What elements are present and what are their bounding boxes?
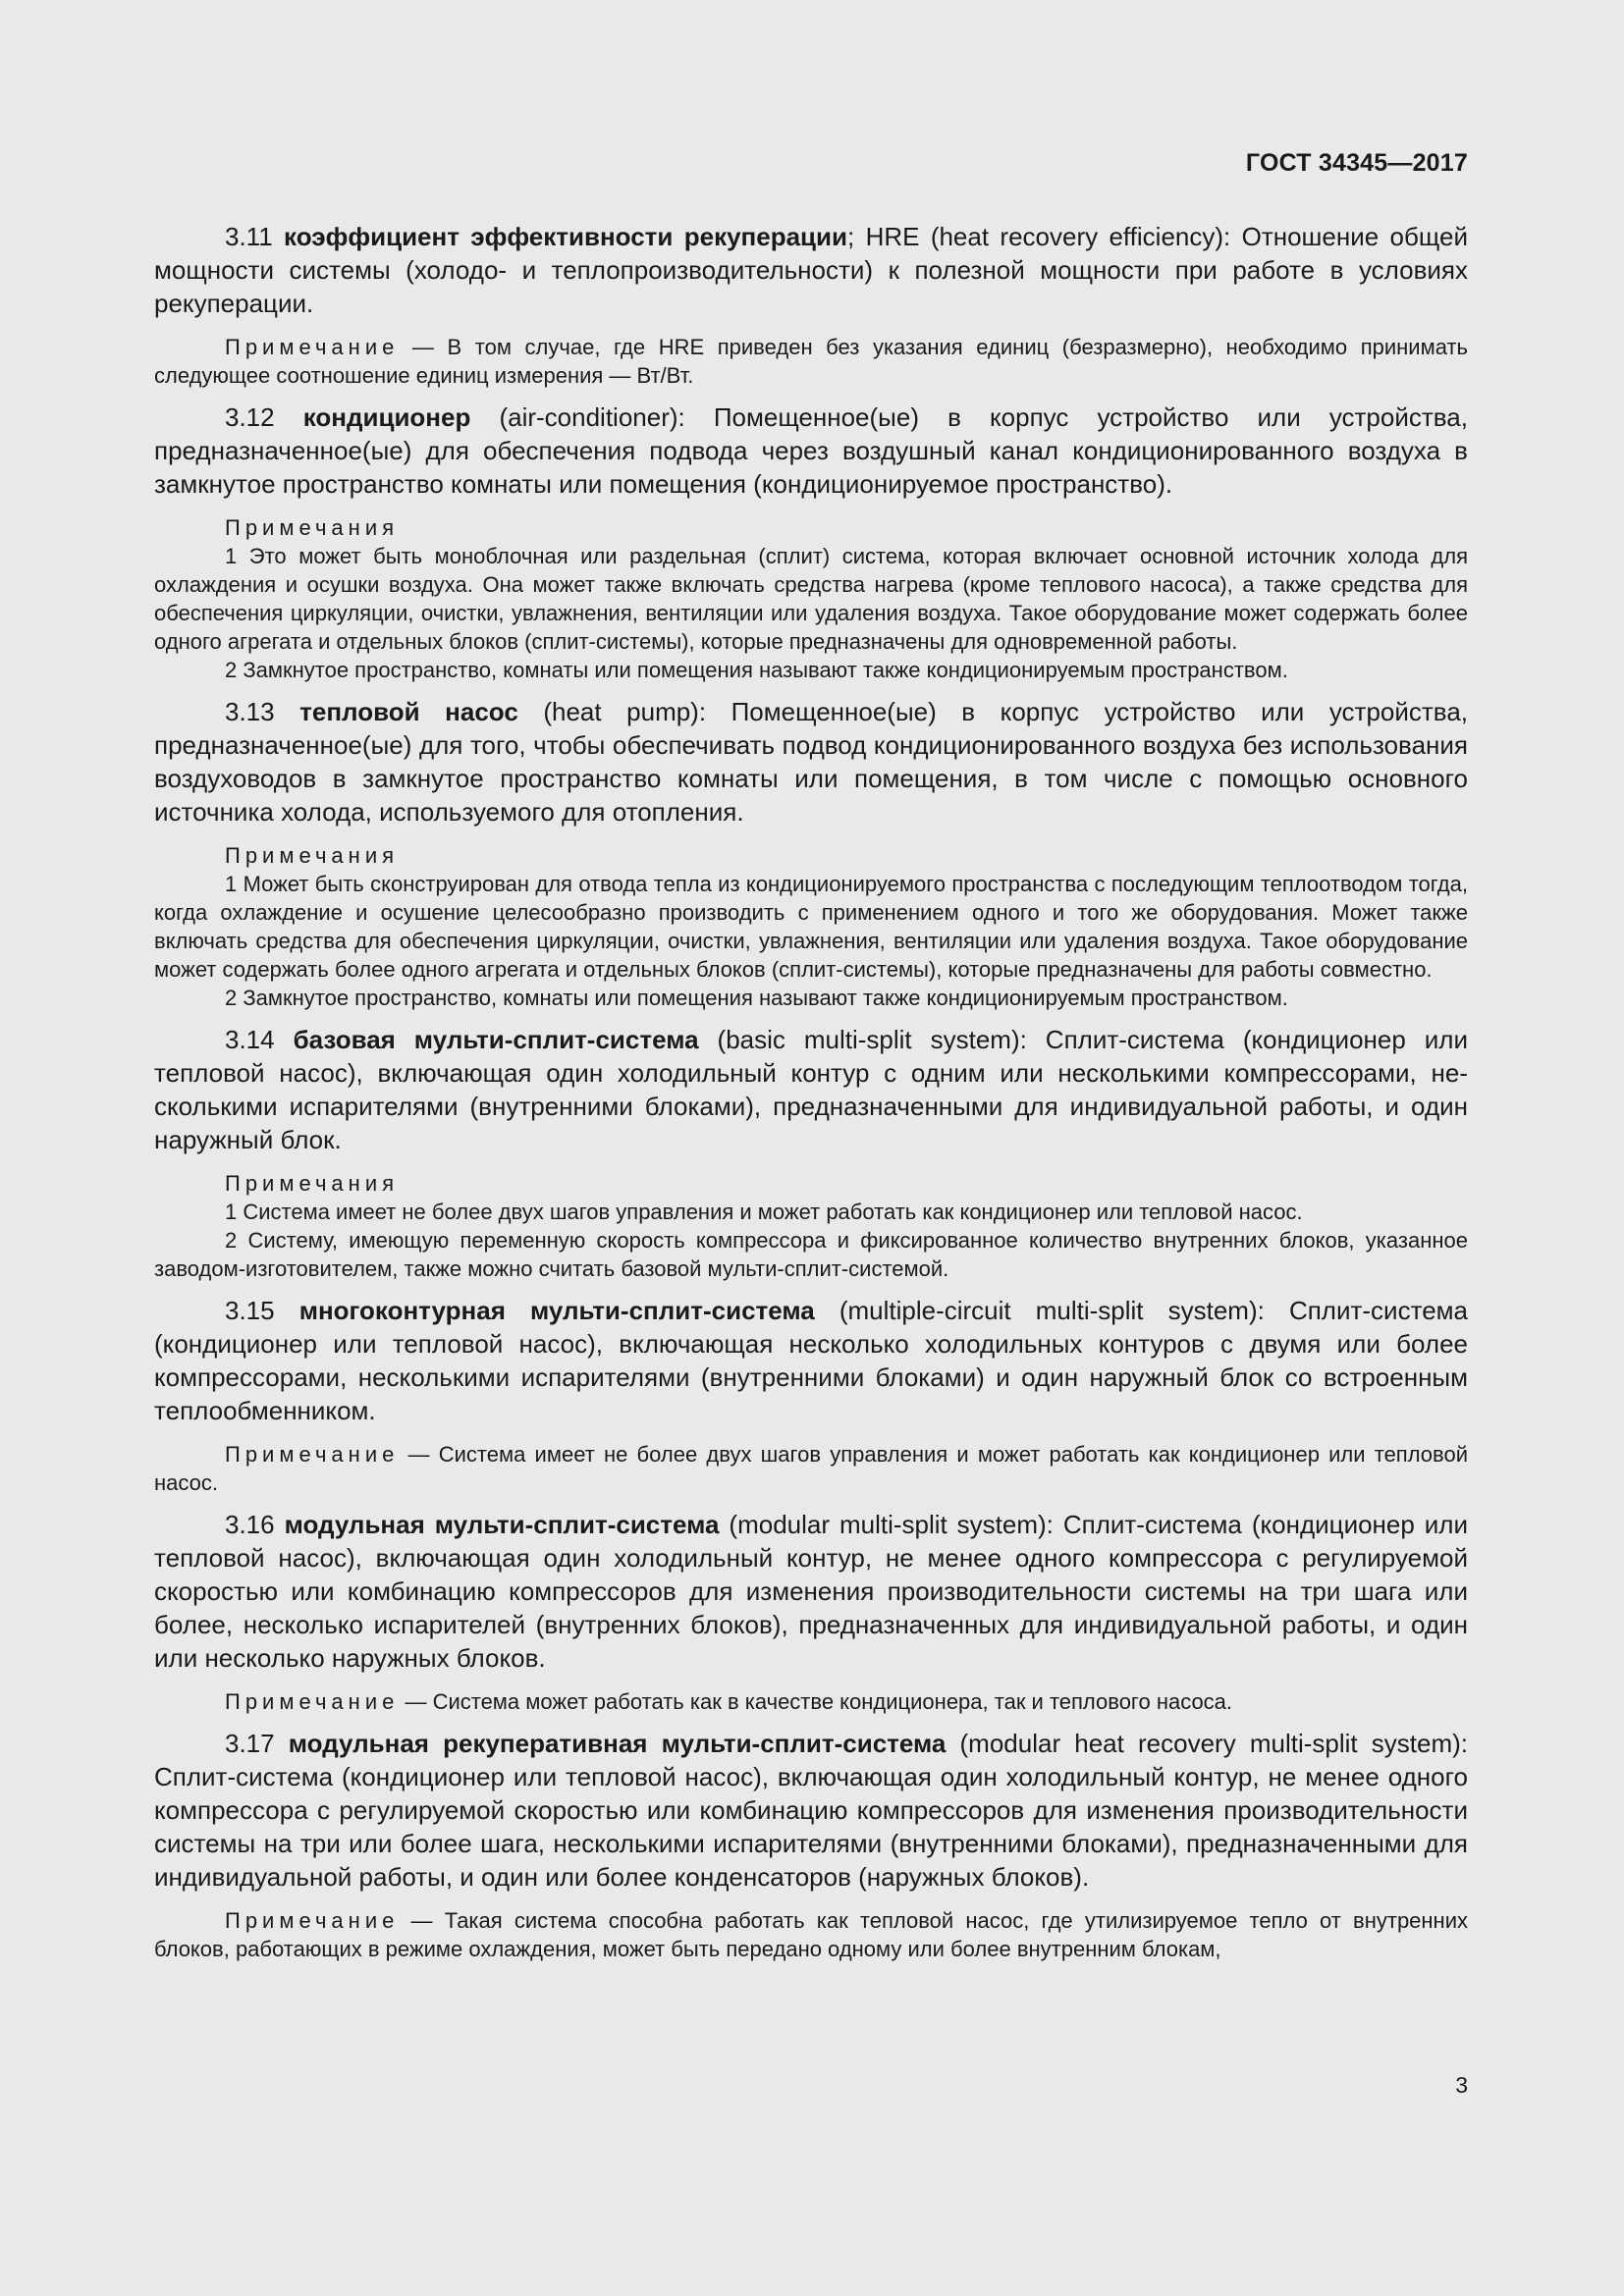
note-item: 1 Может быть сконструирован для отвода тепла из кондиционируемого пространства с последующим теплоотводом тогда, когда охлаждение и осушение целесообразно производить с применением одного и того же оборудования. Может также включать средства для обеспечения циркуляции, очистки, увлажнения, вентиляции или удаления воздуха. Такое оборудование может содержать более одного агрегата и отдельных блоков (сплит-системы), которые предназначены для работы совместно.	[154, 872, 1468, 982]
term-number: 3.13	[225, 697, 275, 726]
term-3-17	[154, 1727, 1468, 1894]
term-3-11	[154, 220, 1468, 320]
notes-label: Примечания	[225, 515, 400, 540]
term-number: 3.12	[225, 402, 275, 432]
term-title: тепловой насос	[299, 697, 518, 726]
note-label: Примечание	[225, 335, 400, 359]
notes-label: Примечания	[225, 1171, 400, 1196]
term-definition: (multiple-circuit multi-split system): Сплит-система (кондиционер или тепловой насос), включающая несколько холодильных контуров с двумя или более компрессорами, несколькими испарителями (внутренними блоками) и один наружный блок со встроенным теплообменником.	[154, 1296, 1468, 1425]
note-3-16	[154, 1687, 1468, 1716]
note-item: 2 Замкнутое пространство, комнаты или помещения называют также кондиционируемым пространством.	[225, 658, 1288, 682]
term-title: многоконтурная мульти-сплит-система	[298, 1296, 815, 1325]
notes-label: Примечания	[225, 843, 400, 868]
term-title: базовая мульти-сплит-система	[293, 1025, 699, 1054]
note-3-17	[154, 1906, 1468, 1963]
term-number: 3.15	[225, 1296, 275, 1325]
note-item: 1 Система имеет не более двух шагов управления и может работать как кондиционер или тепловой насос.	[225, 1200, 1303, 1224]
term-3-12	[154, 400, 1468, 501]
note-text: — Такая система способна работать как тепловой насос, где утилизируемое тепло от внутренних блоков, работающих в режиме охлаждения, может быть передано одному или более внутренним блокам,	[154, 1908, 1468, 1961]
term-definition: (air-conditioner): Помещенное(ые) в корпус устройство или устройства, предназначенное(ые) для обеспечения подвода через воздушный канал кондиционированного воздуха в замкнутое пространство комнаты или помещения (кондиционируемое пространство).	[154, 402, 1468, 499]
term-number: 3.11	[225, 222, 273, 251]
term-title: кондиционер	[302, 402, 471, 432]
term-number: 3.16	[225, 1510, 275, 1539]
document-body	[154, 220, 1468, 1963]
term-3-13	[154, 695, 1468, 828]
term-definition: (basic multi-split system): Сплит-система (кондиционер или тепловой насос), включающая один холодильный контур с одним или несколькими компрессорами, несколькими испарителями (внутренними блоками), предназначенными для индивидуальной работы, и один наружный блок.	[154, 1025, 1468, 1154]
note-item: 1 Это может быть моноблочная или раздельная (сплит) система, которая включает основной источник холода для охлаждения и осушки воздуха. Она может также включать средства нагрева (кроме теплового насоса), а также средства для обеспечения циркуляции, очистки, увлажнения, вентиляции или удаления воздуха. Такое оборудование может содержать более одного агрегата и отдельных блоков (сплит-системы), которые предназначены для одновременной работы.	[154, 544, 1468, 654]
term-title: модульная мульти-сплит-система	[284, 1510, 720, 1539]
term-number: 3.14	[225, 1025, 275, 1054]
term-3-15	[154, 1294, 1468, 1427]
term-definition: ; HRE (heat recovery efficiency): Отношение общей мощности системы (холодо- и теплопроизводительности) к полезной мощности при работе в условиях рекуперации.	[154, 222, 1468, 318]
note-item: 2 Замкнутое пространство, комнаты или помещения называют также кондиционируемым пространством.	[225, 986, 1288, 1010]
term-3-16	[154, 1508, 1468, 1675]
note-text: — Система может работать как в качестве кондиционера, так и теплового насоса.	[399, 1689, 1233, 1714]
term-number: 3.17	[225, 1729, 275, 1758]
term-definition: (modular multi-split system): Сплит-система (кондиционер или тепловой насос), включающая один холодильный контур, не менее одного компрессора с регулируемой скоростью или комбинацию компрессоров для изменения производительности системы на три шага или более, несколько испарителей (внутренних блоков), предназначенных для индивидуальной работы, и один или несколько наружных блоков.	[154, 1510, 1468, 1673]
note-label: Примечание	[225, 1689, 400, 1714]
note-item: 2 Систему, имеющую переменную скорость компрессора и фиксированное количество внутренних блоков, указанное заводом-изготовителем, также можно считать базовой мульти-сплит-системой.	[154, 1228, 1468, 1281]
note-label: Примечание	[225, 1442, 400, 1467]
term-title: коэффициент эффективности рекуперации	[284, 222, 848, 251]
term-title: модульная рекуперативная мульти-сплит-система	[288, 1729, 947, 1758]
note-3-11	[154, 333, 1468, 390]
term-definition: (heat pump): Помещенное(ые) в корпус устройство или устройства, предназначенное(ые) для того, чтобы обеспечивать подвод кондиционированного воздуха без использования воздуховодов в замкнутое пространство комнаты или помещения, в том числе с помощью основного источника холода, используемого для отопления.	[154, 697, 1468, 827]
document-id-header: ГОСТ 34345—2017	[1245, 149, 1468, 177]
note-label: Примечание	[225, 1908, 400, 1933]
term-3-14	[154, 1023, 1468, 1156]
page-number: 3	[1455, 2072, 1468, 2098]
term-definition: (modular heat recovery multi-split system): Сплит-система (кондиционер или тепловой насос), включающая один холодильный контур, не менее одного компрессора с регулируемой скоростью или комбинацию компрессоров для изменения производительности системы на три или более шага, несколькими испарителями (внутренними блоками), предназначенными для индивидуальной работы, и один или более конденсаторов (наружных блоков).	[154, 1729, 1468, 1892]
note-text: — Система имеет не более двух шагов управления и может работать как кондиционер или тепловой насос.	[154, 1442, 1468, 1495]
note-3-15	[154, 1440, 1468, 1497]
note-text: — В том случае, где HRE приведен без указания единиц (безразмерно), необходимо принимать следующее соотношение единиц измерения — Вт/Вт.	[154, 335, 1468, 388]
